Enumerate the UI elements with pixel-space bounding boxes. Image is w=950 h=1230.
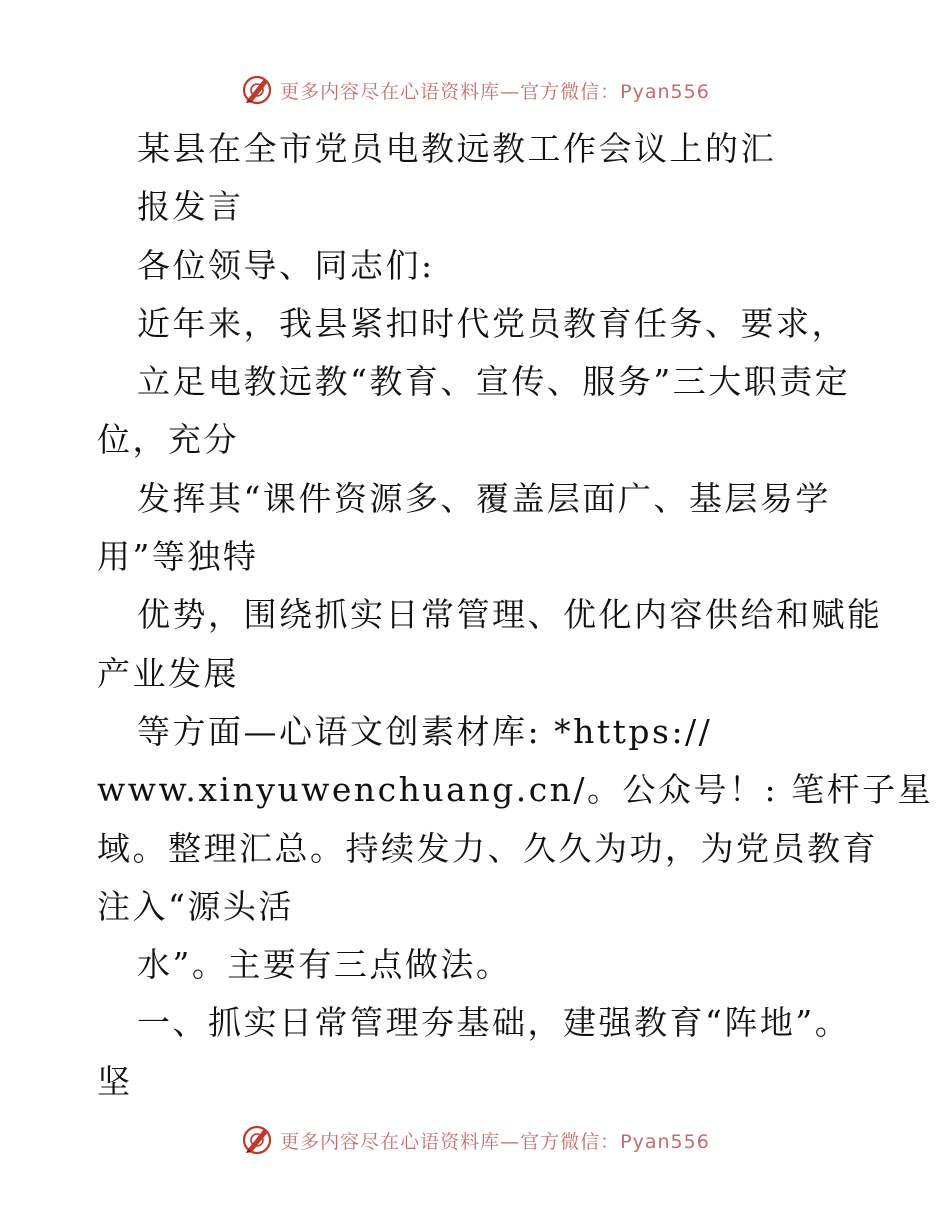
- watermark-text-bottom: 更多内容尽在心语资料库—官方微信：Pyan556: [280, 1130, 710, 1153]
- text-line: 域。整理汇总。持续发力、久久为功，为党员教育: [97, 828, 878, 868]
- text-line: 产业发展: [97, 653, 239, 693]
- text-line: 近年来，我县紧扣时代党员教育任务、要求，: [137, 303, 847, 343]
- document-body: [97, 120, 934, 1111]
- text-line: 各位领导、同志们:: [137, 245, 435, 285]
- watermark-banner-top: [0, 70, 950, 110]
- text-line: 发挥其“课件资源多、覆盖层面广、基层易学: [137, 478, 831, 518]
- text-line: 一、抓实日常管理夯基础，建强教育“阵地”。: [137, 1003, 851, 1043]
- text-line: 某县在全市党员电教远教工作会议上的汇: [137, 129, 776, 168]
- text-line: 报发言: [137, 187, 244, 227]
- text-line: 位，充分: [97, 420, 239, 460]
- pen-logo-icon: [240, 73, 274, 107]
- watermark-text-top: 更多内容尽在心语资料库—官方微信：Pyan556: [280, 80, 710, 103]
- text-line: 水”。主要有三点做法。: [137, 945, 512, 985]
- text-line: 注入“源头活: [97, 886, 294, 926]
- text-line: 等方面—心语文创素材库: *https://: [137, 711, 713, 751]
- text-line: 立足电教远教“教育、宣传、服务”三大职责定: [137, 362, 851, 402]
- text-line: 用”等独特: [97, 537, 259, 577]
- text-line: 坚: [97, 1061, 133, 1101]
- text-line: www.xinyuwenchuang.cn/。公众号！: 笔杆子星: [97, 770, 934, 810]
- pen-logo-icon: [240, 1123, 274, 1157]
- text-line: 优势，围绕抓实日常管理、优化内容供给和赋能: [137, 595, 883, 635]
- watermark-banner-bottom: [0, 1120, 950, 1160]
